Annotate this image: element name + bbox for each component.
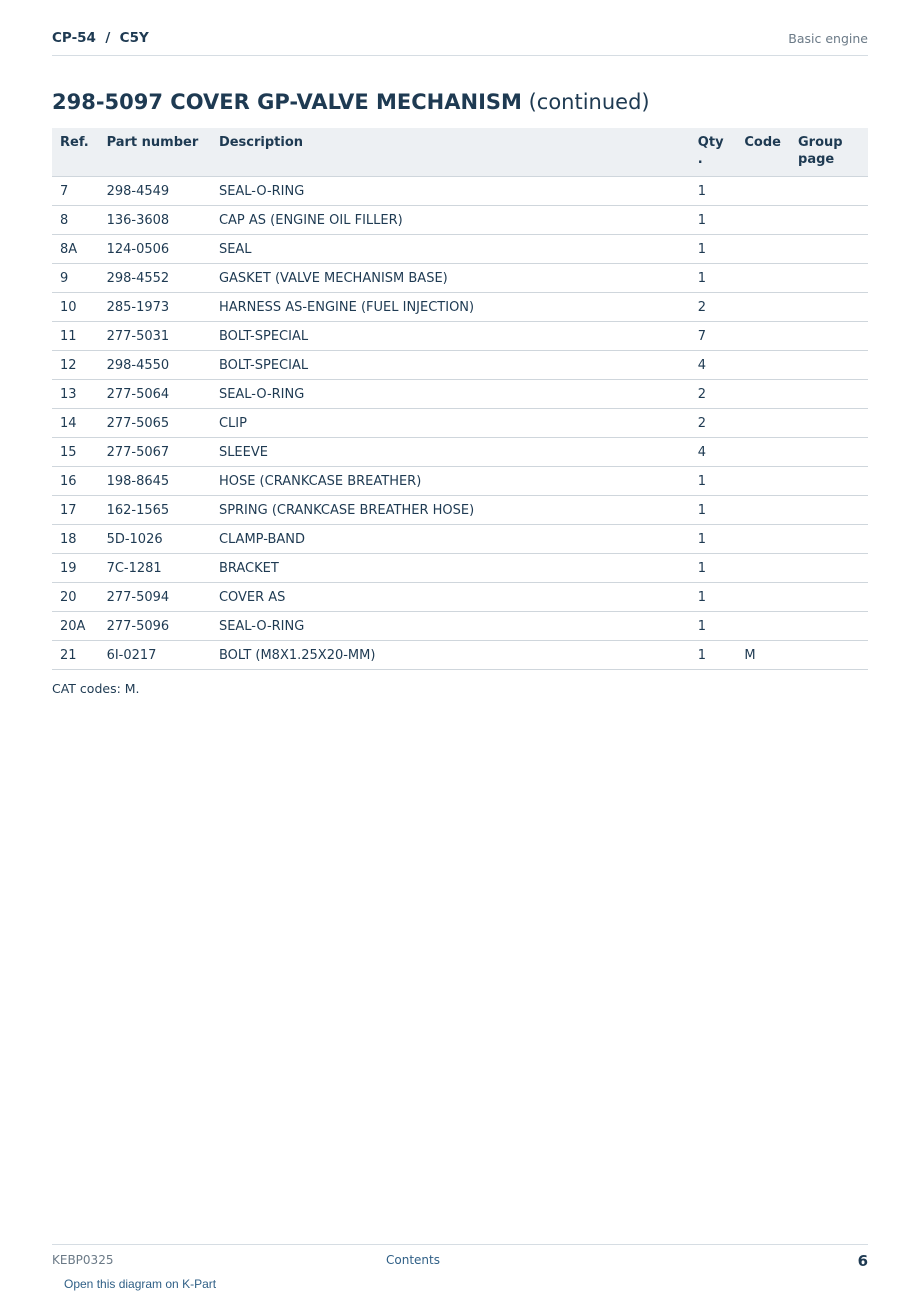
cell-group-page xyxy=(790,467,868,496)
table-row xyxy=(52,496,868,525)
table-row xyxy=(52,380,868,409)
cell-code xyxy=(736,206,790,235)
cell-ref: 20A xyxy=(52,612,99,641)
table-row xyxy=(52,264,868,293)
cat-codes-note: CAT codes: M. xyxy=(52,681,140,696)
cell-group-page xyxy=(790,293,868,322)
document-id: KEBP0325 xyxy=(52,1253,114,1267)
table-row xyxy=(52,641,868,670)
table-row xyxy=(52,293,868,322)
header-description: Description xyxy=(211,128,690,177)
cell-group-page xyxy=(790,554,868,583)
cell-code xyxy=(736,351,790,380)
contents-link[interactable]: Contents xyxy=(386,1253,440,1267)
cell-description: CAP AS (ENGINE OIL FILLER) xyxy=(211,206,690,235)
cell-description: BOLT (M8X1.25X20-MM) xyxy=(211,641,690,670)
cell-qty: 7 xyxy=(690,322,737,351)
cell-description: SEAL-O-RING xyxy=(211,177,690,206)
model-label: CP-54 / C5Y xyxy=(52,30,149,46)
cell-group-page xyxy=(790,641,868,670)
cell-group-page xyxy=(790,612,868,641)
cell-description: CLIP xyxy=(211,409,690,438)
cell-description: SPRING (CRANKCASE BREATHER HOSE) xyxy=(211,496,690,525)
cell-ref: 11 xyxy=(52,322,99,351)
cell-code xyxy=(736,438,790,467)
page-header xyxy=(52,28,868,56)
cell-group-page xyxy=(790,525,868,554)
cell-group-page xyxy=(790,177,868,206)
cell-ref: 20 xyxy=(52,583,99,612)
cell-description: SEAL-O-RING xyxy=(211,380,690,409)
cell-ref: 19 xyxy=(52,554,99,583)
cell-code xyxy=(736,409,790,438)
cell-code xyxy=(736,235,790,264)
cell-ref: 12 xyxy=(52,351,99,380)
table-row xyxy=(52,235,868,264)
cell-part-number: 277-5031 xyxy=(99,322,211,351)
page-title xyxy=(52,90,650,114)
cell-group-page xyxy=(790,496,868,525)
table-row xyxy=(52,351,868,380)
cell-qty: 1 xyxy=(690,206,737,235)
cell-description: HOSE (CRANKCASE BREATHER) xyxy=(211,467,690,496)
cell-code xyxy=(736,264,790,293)
table-row xyxy=(52,177,868,206)
parts-table-body xyxy=(52,177,868,670)
table-row xyxy=(52,322,868,351)
cell-code xyxy=(736,612,790,641)
header-code: Code xyxy=(736,128,790,177)
cell-part-number: 285-1973 xyxy=(99,293,211,322)
cell-description: SEAL-O-RING xyxy=(211,612,690,641)
cell-part-number: 124-0506 xyxy=(99,235,211,264)
cell-part-number: 277-5065 xyxy=(99,409,211,438)
cell-ref: 8 xyxy=(52,206,99,235)
cell-ref: 17 xyxy=(52,496,99,525)
cell-code xyxy=(736,496,790,525)
cell-qty: 1 xyxy=(690,467,737,496)
cell-qty: 1 xyxy=(690,641,737,670)
cell-group-page xyxy=(790,583,868,612)
cell-group-page xyxy=(790,322,868,351)
cell-code xyxy=(736,177,790,206)
header-part-number: Part number xyxy=(99,128,211,177)
cell-qty: 1 xyxy=(690,612,737,641)
cell-code xyxy=(736,467,790,496)
cell-part-number: 7C-1281 xyxy=(99,554,211,583)
cell-qty: 2 xyxy=(690,293,737,322)
cell-part-number: 6I-0217 xyxy=(99,641,211,670)
cell-description: CLAMP-BAND xyxy=(211,525,690,554)
cell-qty: 2 xyxy=(690,409,737,438)
table-row xyxy=(52,409,868,438)
cell-part-number: 5D-1026 xyxy=(99,525,211,554)
cell-qty: 1 xyxy=(690,235,737,264)
cell-part-number: 277-5064 xyxy=(99,380,211,409)
cell-qty: 1 xyxy=(690,177,737,206)
cell-group-page xyxy=(790,351,868,380)
table-row xyxy=(52,583,868,612)
cell-group-page xyxy=(790,264,868,293)
open-kpart-link[interactable]: Open this diagram on K-Part xyxy=(64,1277,217,1291)
cell-part-number: 136-3608 xyxy=(99,206,211,235)
title-group-name: 298-5097 COVER GP-VALVE MECHANISM xyxy=(52,90,522,114)
cell-ref: 16 xyxy=(52,467,99,496)
header-ref: Ref. xyxy=(52,128,99,177)
cell-group-page xyxy=(790,409,868,438)
cell-group-page xyxy=(790,438,868,467)
cell-code xyxy=(736,525,790,554)
cell-qty: 1 xyxy=(690,525,737,554)
cell-part-number: 277-5094 xyxy=(99,583,211,612)
table-row xyxy=(52,525,868,554)
table-row xyxy=(52,554,868,583)
cell-code xyxy=(736,583,790,612)
cell-description: BOLT-SPECIAL xyxy=(211,351,690,380)
cell-description: HARNESS AS-ENGINE (FUEL INJECTION) xyxy=(211,293,690,322)
header-group-page: Group page xyxy=(790,128,868,177)
cell-description: BOLT-SPECIAL xyxy=(211,322,690,351)
cell-group-page xyxy=(790,235,868,264)
title-continued: (continued) xyxy=(528,90,650,114)
cell-part-number: 298-4549 xyxy=(99,177,211,206)
cell-ref: 18 xyxy=(52,525,99,554)
cell-qty: 1 xyxy=(690,496,737,525)
cell-ref: 7 xyxy=(52,177,99,206)
cell-qty: 1 xyxy=(690,583,737,612)
footer-divider xyxy=(52,1244,868,1245)
parts-table-header xyxy=(52,128,868,177)
cell-qty: 1 xyxy=(690,554,737,583)
section-label: Basic engine xyxy=(788,31,868,46)
cell-qty: 2 xyxy=(690,380,737,409)
page-number: 6 xyxy=(857,1252,868,1270)
cell-ref: 15 xyxy=(52,438,99,467)
cell-part-number: 277-5096 xyxy=(99,612,211,641)
cell-ref: 21 xyxy=(52,641,99,670)
cell-description: COVER AS xyxy=(211,583,690,612)
header-row xyxy=(52,128,868,177)
cell-group-page xyxy=(790,206,868,235)
cell-ref: 10 xyxy=(52,293,99,322)
table-row xyxy=(52,467,868,496)
table-row xyxy=(52,438,868,467)
cell-part-number: 162-1565 xyxy=(99,496,211,525)
cell-qty: 4 xyxy=(690,438,737,467)
header-qty: Qty . xyxy=(690,128,737,177)
cell-qty: 1 xyxy=(690,264,737,293)
table-row xyxy=(52,612,868,641)
cell-ref: 14 xyxy=(52,409,99,438)
parts-table xyxy=(52,128,868,670)
table-row xyxy=(52,206,868,235)
cell-code xyxy=(736,554,790,583)
cell-description: SLEEVE xyxy=(211,438,690,467)
cell-qty: 4 xyxy=(690,351,737,380)
cell-code: M xyxy=(736,641,790,670)
cell-code xyxy=(736,293,790,322)
cell-ref: 9 xyxy=(52,264,99,293)
cell-description: SEAL xyxy=(211,235,690,264)
cell-code xyxy=(736,380,790,409)
cell-part-number: 277-5067 xyxy=(99,438,211,467)
cell-part-number: 198-8645 xyxy=(99,467,211,496)
cell-description: BRACKET xyxy=(211,554,690,583)
cell-description: GASKET (VALVE MECHANISM BASE) xyxy=(211,264,690,293)
cell-ref: 8A xyxy=(52,235,99,264)
cell-group-page xyxy=(790,380,868,409)
cell-code xyxy=(736,322,790,351)
cell-part-number: 298-4552 xyxy=(99,264,211,293)
cell-ref: 13 xyxy=(52,380,99,409)
cell-part-number: 298-4550 xyxy=(99,351,211,380)
